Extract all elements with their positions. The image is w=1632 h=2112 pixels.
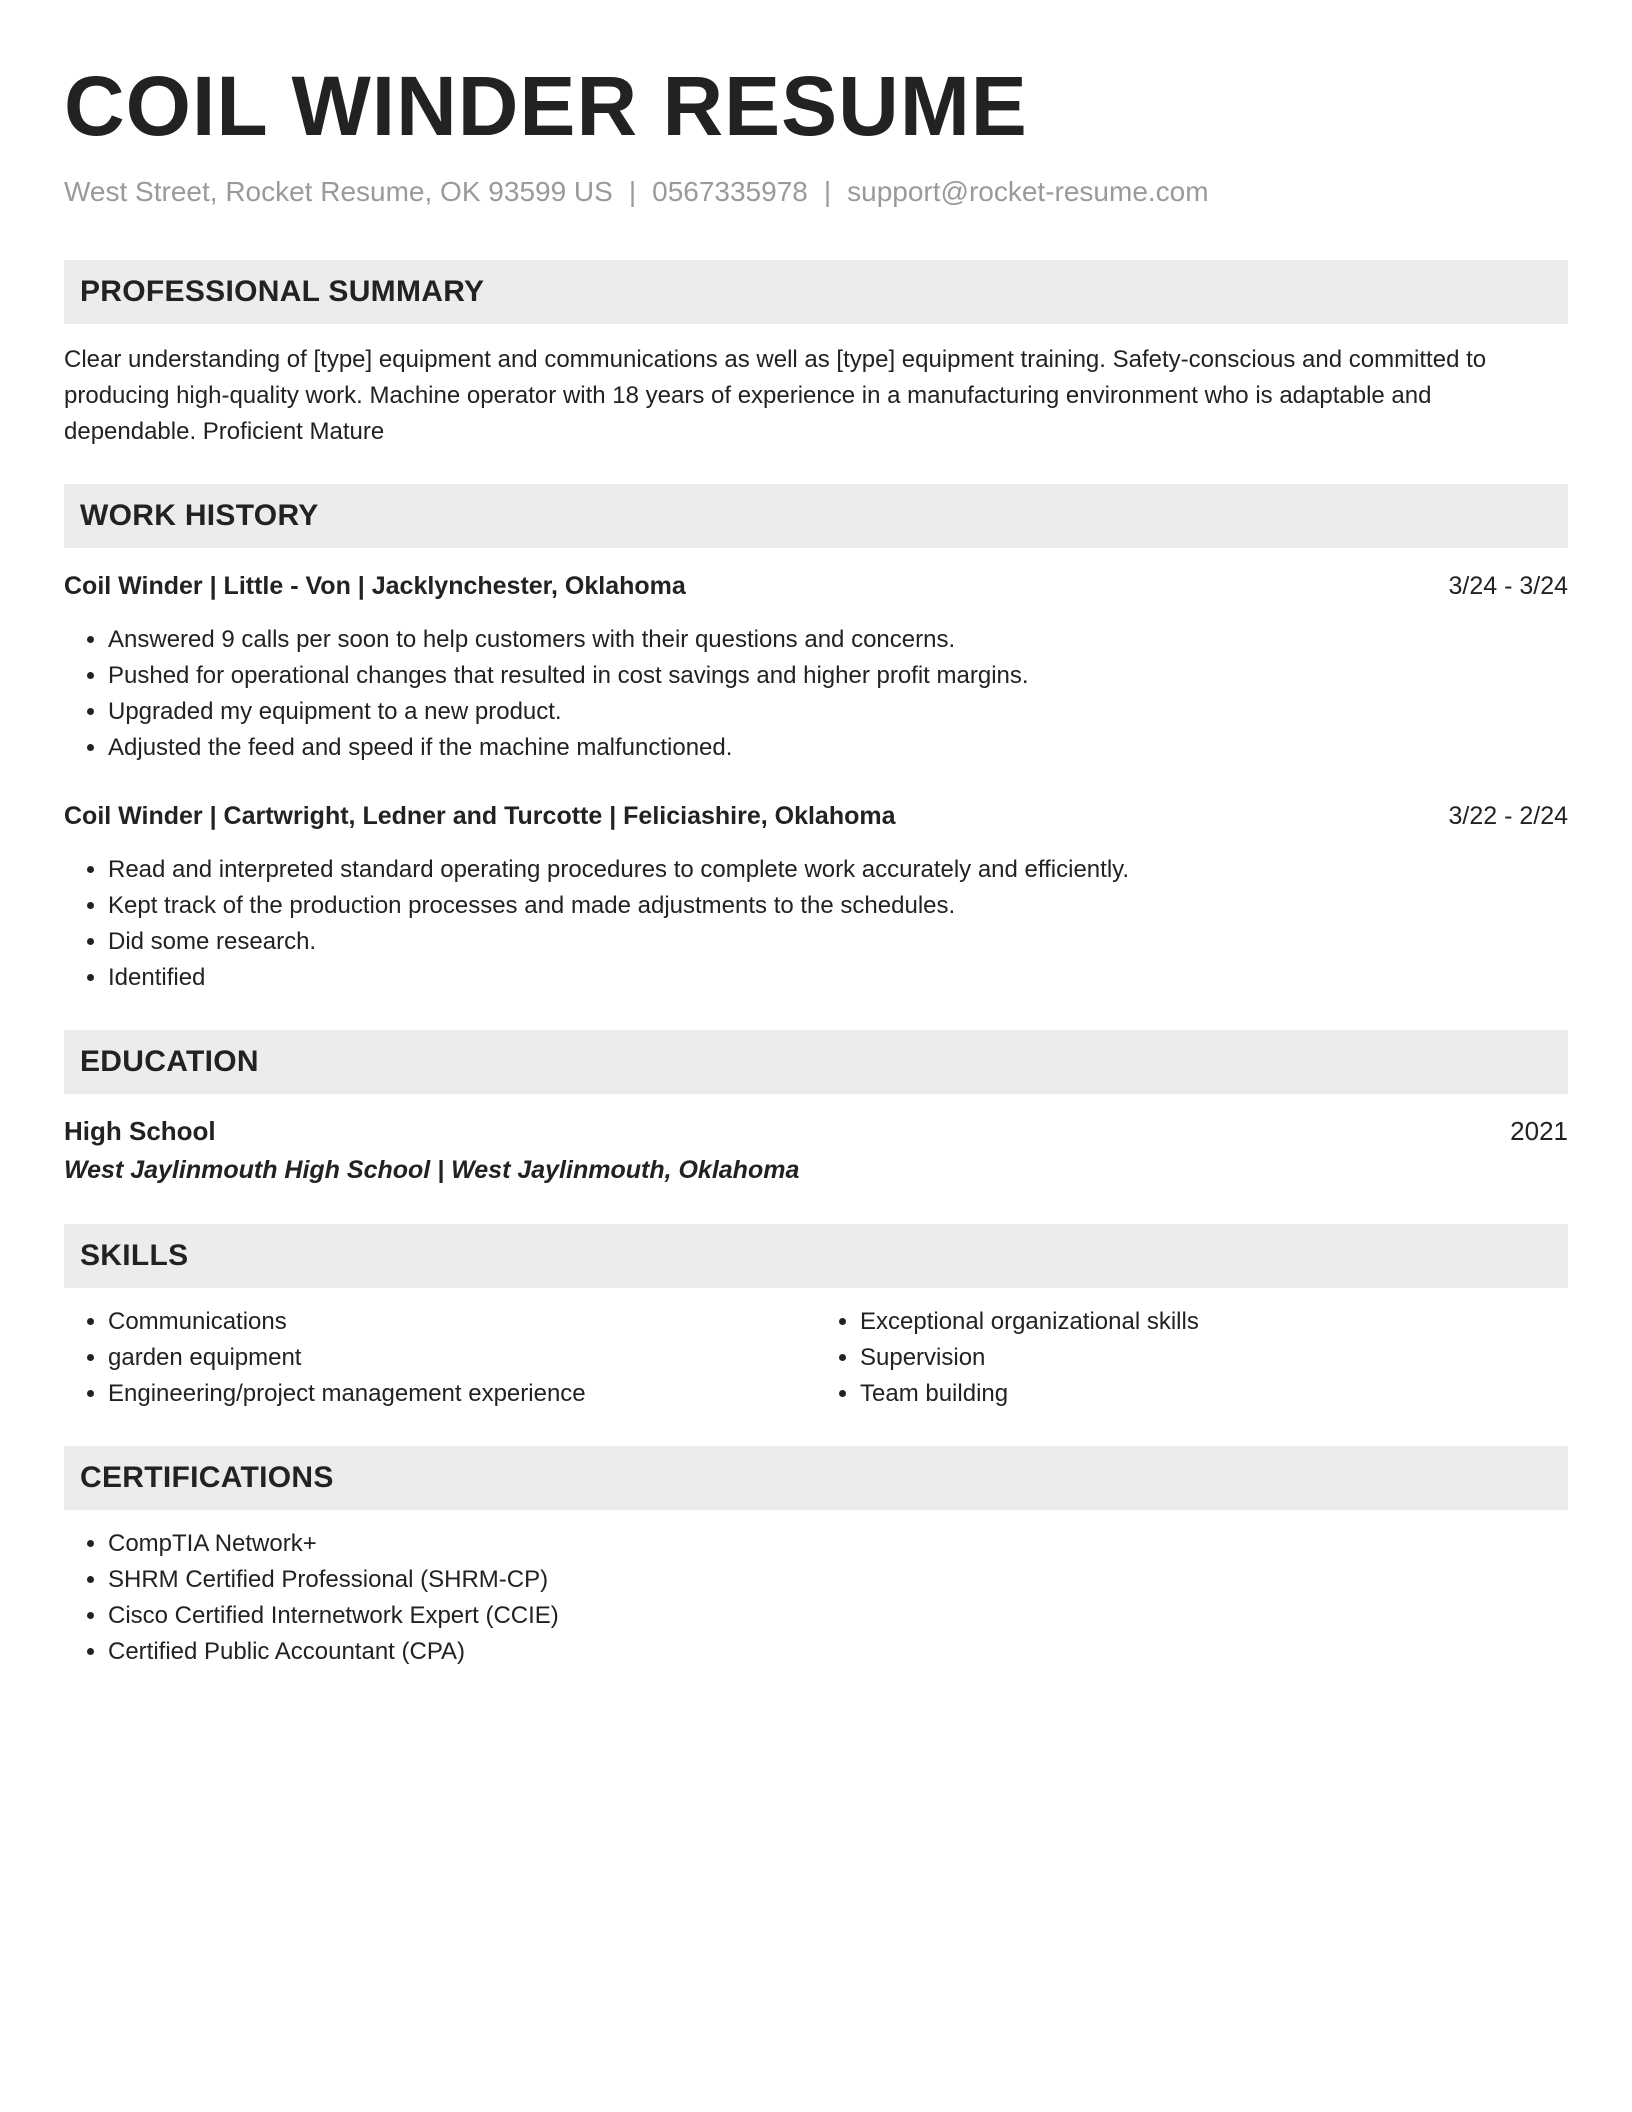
skill-item: • Engineering/project management experience xyxy=(108,1376,816,1412)
job-bullets xyxy=(64,852,1568,996)
section-header-education: EDUCATION xyxy=(64,1030,1568,1094)
job-bullet: • Upgraded my equipment to a new product. xyxy=(108,694,1568,730)
job-header xyxy=(64,798,1568,834)
job-bullet: • Kept track of the production processes and made adjustments to the schedules. xyxy=(108,888,1568,924)
certification-item: • SHRM Certified Professional (SHRM-CP) xyxy=(108,1562,1568,1598)
education-school: West Jaylinmouth High School | West Jaylinmouth, Oklahoma xyxy=(64,1156,800,1184)
section-header-summary: PROFESSIONAL SUMMARY xyxy=(64,260,1568,324)
job-bullet: • Did some research. xyxy=(108,924,1568,960)
contact-phone: 0567335978 xyxy=(652,176,808,207)
job-bullets xyxy=(64,622,1568,766)
education-entry xyxy=(64,1112,1568,1190)
education-header xyxy=(64,1112,1568,1150)
section-header-skills: SKILLS xyxy=(64,1224,1568,1288)
skills-list xyxy=(64,1304,1568,1412)
skill-item: • garden equipment xyxy=(108,1340,816,1376)
job-bullet: • Read and interpreted standard operating procedures to complete work accurately and efficiently. xyxy=(108,852,1568,888)
job-title: Coil Winder | Little - Von | Jacklynchester, Oklahoma xyxy=(64,572,686,600)
skills-column-left xyxy=(64,1304,816,1412)
certification-item: • Cisco Certified Internetwork Expert (CCIE) xyxy=(108,1598,1568,1634)
certifications-list xyxy=(64,1526,1568,1670)
skill-item: • Exceptional organizational skills xyxy=(860,1304,1568,1340)
contact-separator: | xyxy=(628,176,637,207)
skill-item: • Communications xyxy=(108,1304,816,1340)
job-entry xyxy=(64,568,1568,766)
education-year: 2021 xyxy=(1510,1116,1568,1146)
education-degree: High School xyxy=(64,1116,216,1146)
job-title: Coil Winder | Cartwright, Ledner and Turcotte | Feliciashire, Oklahoma xyxy=(64,802,896,830)
certification-item: • Certified Public Accountant (CPA) xyxy=(108,1634,1568,1670)
job-entry xyxy=(64,798,1568,996)
job-bullet: • Identified xyxy=(108,960,1568,996)
section-header-certifications: CERTIFICATIONS xyxy=(64,1446,1568,1510)
certification-bullets xyxy=(64,1526,1568,1670)
job-dates: 3/22 - 2/24 xyxy=(1448,802,1568,830)
job-bullet: • Pushed for operational changes that resulted in cost savings and higher profit margins. xyxy=(108,658,1568,694)
skill-item: • Supervision xyxy=(860,1340,1568,1376)
skills-column-right xyxy=(816,1304,1568,1412)
contact-line xyxy=(64,174,1568,210)
contact-separator: | xyxy=(823,176,832,207)
certification-item: • CompTIA Network+ xyxy=(108,1526,1568,1562)
job-bullet: • Adjusted the feed and speed if the machine malfunctioned. xyxy=(108,730,1568,766)
skill-item: • Team building xyxy=(860,1376,1568,1412)
contact-address: West Street, Rocket Resume, OK 93599 US xyxy=(64,176,613,207)
job-bullet: • Answered 9 calls per soon to help customers with their questions and concerns. xyxy=(108,622,1568,658)
resume-title: COIL WINDER RESUME xyxy=(64,59,1028,153)
job-header xyxy=(64,568,1568,604)
contact-email: support@rocket-resume.com xyxy=(847,176,1209,207)
job-dates: 3/24 - 3/24 xyxy=(1448,572,1568,600)
summary-text: Clear understanding of [type] equipment and communications as well as [type] equipment training. Safety-conscious and committed to producing high-quality work. Machine operator with 18 years of experience in a manufacturing environment who is adaptable and dependable. Proficient Mature xyxy=(64,346,1487,445)
section-header-work-history: WORK HISTORY xyxy=(64,484,1568,548)
